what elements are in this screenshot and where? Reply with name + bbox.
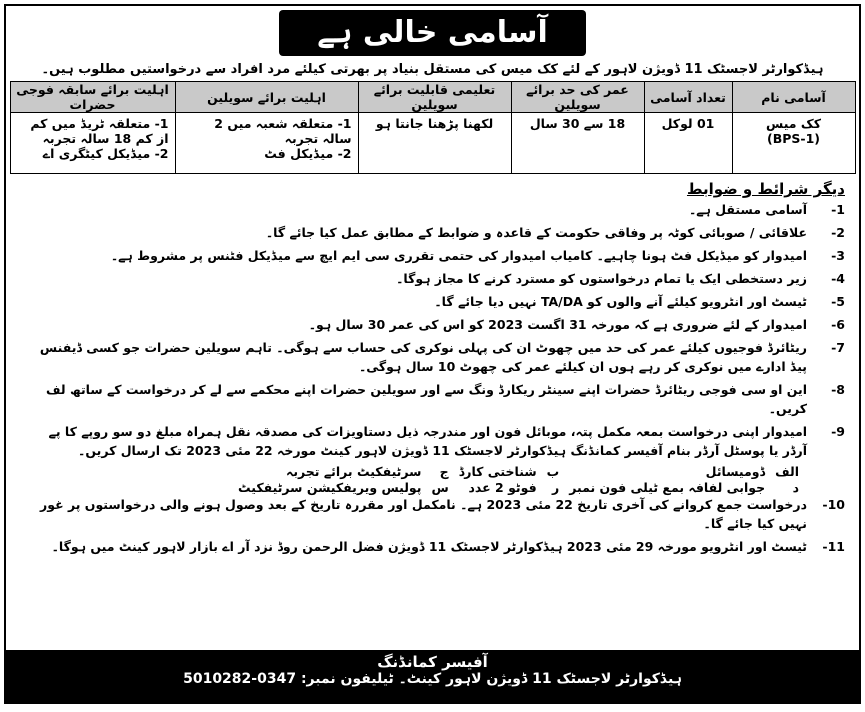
term-number: 9-: [831, 424, 845, 439]
list-item: [20, 246, 845, 265]
doc-letter: د: [792, 480, 799, 495]
list-item: [20, 537, 845, 556]
term-text: امیدوار اپنی درخواست بمعہ مکمل پتہ، موبائل فون اور مندرجہ ذیل دستاویزات کی مصدقہ نقل ہمراہ مبلغ دو سو روپے کا پے آرڈر یا پوسٹل آرڈر بنام آفیسر کمانڈنگ ہیڈکوارٹر لاجسٹک 11 ڈویژن لاہور کینٹ مورخہ 22 مئی 2023 تک ارسال کریں۔: [48, 424, 807, 458]
list-item: [20, 269, 845, 288]
list-item: [20, 200, 845, 219]
doc-text: فوٹو 2 عدد: [468, 480, 537, 495]
terms-list: [6, 200, 859, 460]
post-grade: (BPS-1): [766, 131, 820, 146]
cell-civilian-eligibility: [175, 113, 358, 174]
required-documents: [126, 464, 799, 495]
terms-title: دیگر شرائط و ضوابط: [686, 180, 845, 198]
banner-title: آسامی خالی ہے: [279, 10, 586, 56]
term-number: 5-: [831, 294, 845, 309]
post-name: کک میس: [766, 116, 821, 131]
term-number: 2-: [831, 225, 845, 240]
header-exservice-eligibility: اہلیت برائے سابقہ فوجی حضرات: [10, 82, 175, 113]
term-text: زیر دستخطی ایک یا تمام درخواستوں کو مسترد کرنے کا مجاز ہوگا۔: [396, 271, 807, 286]
term-number: 3-: [831, 248, 845, 263]
list-item: [20, 495, 845, 533]
term-number: 6-: [831, 317, 845, 332]
doc-letter: ب: [546, 464, 560, 479]
doc-text: سرٹیفکیٹ برائے تجربہ: [286, 464, 422, 479]
cell-exservice-eligibility: [10, 113, 175, 174]
term-text: درخواست جمع کروانے کی آخری تاریخ 22 مئی 2023 ہے۔ نامکمل اور مقررہ تاریخ کے بعد وصول ہونے والی درخواستوں پر غور نہیں کیا جائے گا۔: [40, 497, 807, 531]
term-text: علاقائی / صوبائی کوٹہ پر وفاقی حکومت کے قاعدہ و ضوابط کے مطابق عمل کیا جائے گا۔: [265, 225, 807, 240]
term-number: 8-: [831, 382, 845, 397]
doc-text: جوابی لفافہ بمع ٹیلی فون نمبر: [569, 480, 766, 495]
doc-letter: ج: [439, 464, 449, 479]
term-number: 11-: [822, 539, 845, 554]
doc-letter: س: [431, 480, 449, 495]
job-advertisement: [4, 4, 861, 704]
term-text: این او سی فوجی ریٹائرڈ حضرات اپنے سینٹر ریکارڈ ونگ سے اور سویلین حضرات اپنے محکمے سے لے کر درخواست کے ساتھ لف کریں۔: [46, 382, 807, 416]
cell-count: 01 لوکل: [644, 113, 732, 174]
table-header-row: [10, 82, 855, 113]
footer-address-phone: ہیڈکوارٹر لاجسٹک 11 ڈویژن لاہور کینٹ۔ ٹیلیفون نمبر: 0347-5010282: [183, 671, 682, 687]
term-number: 7-: [831, 340, 845, 355]
header-post: آسامی نام: [732, 82, 855, 113]
list-item: [20, 292, 845, 311]
term-text: ٹیسٹ اور انٹرویو مورخہ 29 مئی 2023 ہیڈکوارٹر لاجسٹک 11 ڈویژن فضل الرحمن روڈ نزد آر اے بازار لاہور کینٹ میں ہوگا۔: [51, 539, 807, 554]
list-item: [20, 380, 845, 418]
header-civilian-eligibility: اہلیت برائے سویلین: [175, 82, 358, 113]
footer-contact: [6, 650, 859, 702]
header-count: تعداد آسامی: [644, 82, 732, 113]
term-text: ٹیسٹ اور انٹرویو کیلئے آنے والوں کو TA/DA نہیں دیا جائے گا۔: [434, 294, 807, 309]
term-text: آسامی مستقل ہے۔: [688, 202, 807, 217]
header-age: عمر کی حد برائے سویلین: [511, 82, 644, 113]
doc-text: شناختی کارڈ: [458, 464, 537, 479]
cell-education: لکھنا پڑھنا جانتا ہو: [358, 113, 511, 174]
intro-text: ہیڈکوارٹر لاجسٹک 11 ڈویژن لاہور کے لئے کک میس کی مستقل بنیاد پر بھرتی کیلئے مرد افراد سے درخواستیں مطلوب ہیں۔: [41, 62, 824, 77]
list-item: [20, 223, 845, 242]
exservice-eligibility-1: 1- متعلقہ ٹریڈ میں کم از کم 18 سالہ تجربہ: [30, 116, 169, 146]
term-text: امیدوار کو میڈیکل فٹ ہونا چاہیے۔ کامیاب امیدوار کی حتمی تقرری سی ایم ایچ سے میڈیکل فٹنس پر مشروط ہے۔: [110, 248, 807, 263]
term-number: 10-: [822, 497, 845, 512]
term-number: 4-: [831, 271, 845, 286]
term-number: 1-: [831, 202, 845, 217]
doc-letter: الف: [775, 464, 799, 479]
doc-text: پولیس ویریفکیشن سرٹیفکیٹ: [238, 480, 422, 495]
civilian-eligibility-2: 2- میڈیکل فٹ: [264, 146, 352, 161]
list-item: [20, 315, 845, 334]
term-text: ریٹائرڈ فوجیوں کیلئے عمر کی حد میں چھوٹ ان کی پہلی نوکری کی حساب سے ہوگی۔ تاہم سویلین حضرات جو کسی ڈیفنس پیڈ ادارے میں نوکری کر رہے ہوں ان کیلئے عمر کی چھوٹ 10 سال ہوگی۔: [39, 340, 807, 374]
list-item: [20, 422, 845, 460]
doc-text: ڈومیسائل: [705, 464, 766, 479]
header-education: تعلیمی قابلیت برائے سویلین: [358, 82, 511, 113]
terms-list-continued: [6, 495, 859, 556]
doc-letter: ر: [551, 480, 560, 495]
list-item: [20, 338, 845, 376]
cell-age: 18 سے 30 سال: [511, 113, 644, 174]
posts-table: [10, 81, 856, 174]
cell-post: [732, 113, 855, 174]
footer-title: آفیسر کمانڈنگ: [377, 653, 488, 671]
term-text: امیدوار کے لئے ضروری ہے کہ مورخہ 31 اگست 2023 کو اس کی عمر 30 سال ہو۔: [308, 317, 807, 332]
table-row: [10, 113, 855, 174]
civilian-eligibility-1: 1- متعلقہ شعبہ میں 2 سالہ تجربہ: [214, 116, 352, 146]
exservice-eligibility-2: 2- میڈیکل کیٹگری اے: [42, 146, 169, 161]
